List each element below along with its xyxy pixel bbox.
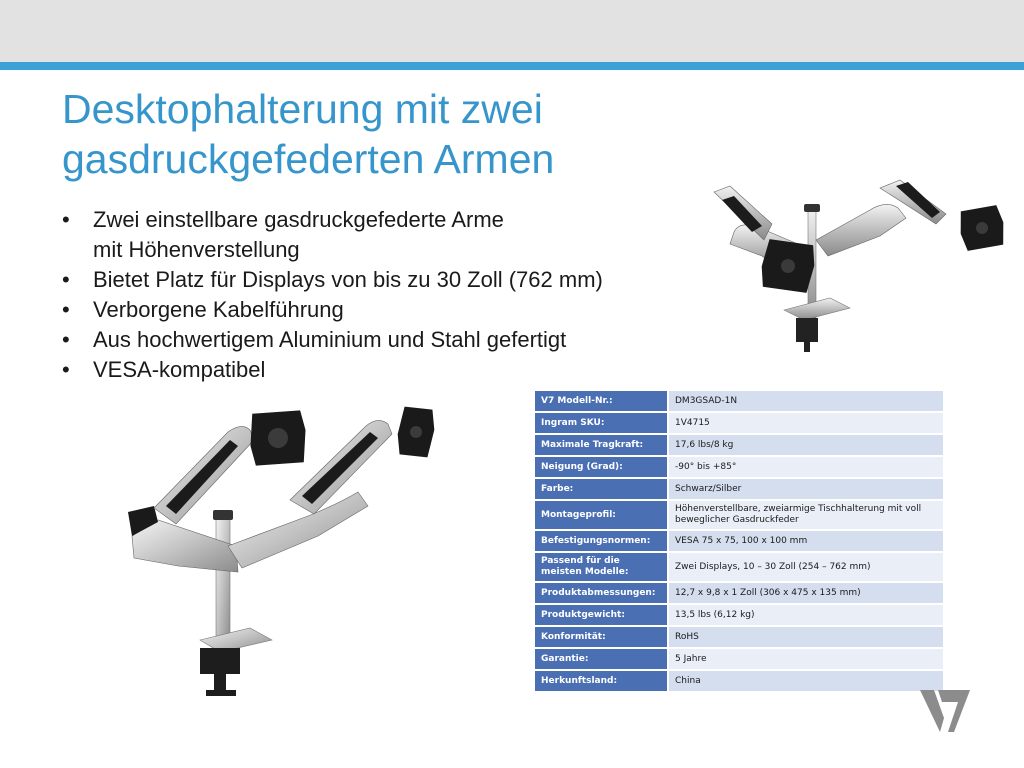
spec-table	[535, 391, 943, 693]
feature-text: Bietet Platz für Displays von bis zu 30 Zoll (762 mm)	[93, 267, 603, 292]
feature-text-cont: mit Höhenverstellung	[93, 237, 300, 262]
spec-value: Zwei Displays, 10 – 30 Zoll (254 – 762 mm)	[669, 553, 943, 583]
spec-label: Befestigungsnormen:	[535, 531, 669, 553]
spec-value: RoHS	[669, 627, 943, 649]
title-line-2: gasdruckgefederten Armen	[62, 136, 555, 182]
spec-value: 17,6 lbs/8 kg	[669, 435, 943, 457]
feature-item	[62, 295, 702, 325]
spec-row	[535, 649, 943, 671]
feature-text: VESA-kompatibel	[93, 357, 266, 382]
bullet-icon: •	[62, 327, 70, 352]
feature-item	[62, 355, 702, 385]
spec-row	[535, 457, 943, 479]
spec-value: Schwarz/Silber	[669, 479, 943, 501]
spec-row	[535, 501, 943, 531]
spec-label: Maximale Tragkraft:	[535, 435, 669, 457]
spec-row	[535, 671, 943, 693]
spec-label: Konformität:	[535, 627, 669, 649]
spec-value: Höhenverstellbare, zweiarmige Tischhalterung mit voll beweglicher Gasdruckfeder	[669, 501, 943, 531]
spec-value: 1V4715	[669, 413, 943, 435]
feature-item	[62, 205, 702, 265]
spec-label: Ingram SKU:	[535, 413, 669, 435]
spec-label: Herkunftsland:	[535, 671, 669, 693]
spec-value: China	[669, 671, 943, 693]
accent-stripe	[0, 62, 1024, 70]
spec-row	[535, 531, 943, 553]
spec-row	[535, 435, 943, 457]
spec-row	[535, 553, 943, 583]
spec-label: Produktabmessungen:	[535, 583, 669, 605]
spec-label: Neigung (Grad):	[535, 457, 669, 479]
product-image-front	[700, 170, 1010, 360]
spec-label: Produktgewicht:	[535, 605, 669, 627]
spec-value: 5 Jahre	[669, 649, 943, 671]
spec-label: Garantie:	[535, 649, 669, 671]
spec-label: Passend für die meisten Modelle:	[535, 553, 669, 583]
v7-logo-icon	[918, 688, 972, 734]
spec-value: -90° bis +85°	[669, 457, 943, 479]
page-title	[62, 84, 682, 184]
spec-row	[535, 605, 943, 627]
feature-list	[62, 205, 702, 385]
title-line-1: Desktophalterung mit zwei	[62, 86, 543, 132]
spec-label: V7 Modell-Nr.:	[535, 391, 669, 413]
spec-row	[535, 627, 943, 649]
spec-label: Farbe:	[535, 479, 669, 501]
product-image-side	[118, 396, 438, 706]
feature-text: Zwei einstellbare gasdruckgefederte Arme	[93, 207, 504, 232]
bullet-icon: •	[62, 357, 70, 382]
bullet-icon: •	[62, 297, 70, 322]
spec-row	[535, 583, 943, 605]
spec-value: 13,5 lbs (6,12 kg)	[669, 605, 943, 627]
top-band	[0, 0, 1024, 62]
spec-row	[535, 391, 943, 413]
bullet-icon: •	[62, 207, 70, 232]
feature-item	[62, 265, 702, 295]
spec-value: VESA 75 x 75, 100 x 100 mm	[669, 531, 943, 553]
feature-item	[62, 325, 702, 355]
feature-text: Aus hochwertigem Aluminium und Stahl gefertigt	[93, 327, 567, 352]
bullet-icon: •	[62, 267, 70, 292]
feature-text: Verborgene Kabelführung	[93, 297, 344, 322]
spec-value: DM3GSAD-1N	[669, 391, 943, 413]
spec-row	[535, 413, 943, 435]
spec-row	[535, 479, 943, 501]
spec-label: Montageprofil:	[535, 501, 669, 531]
spec-value: 12,7 x 9,8 x 1 Zoll (306 x 475 x 135 mm)	[669, 583, 943, 605]
